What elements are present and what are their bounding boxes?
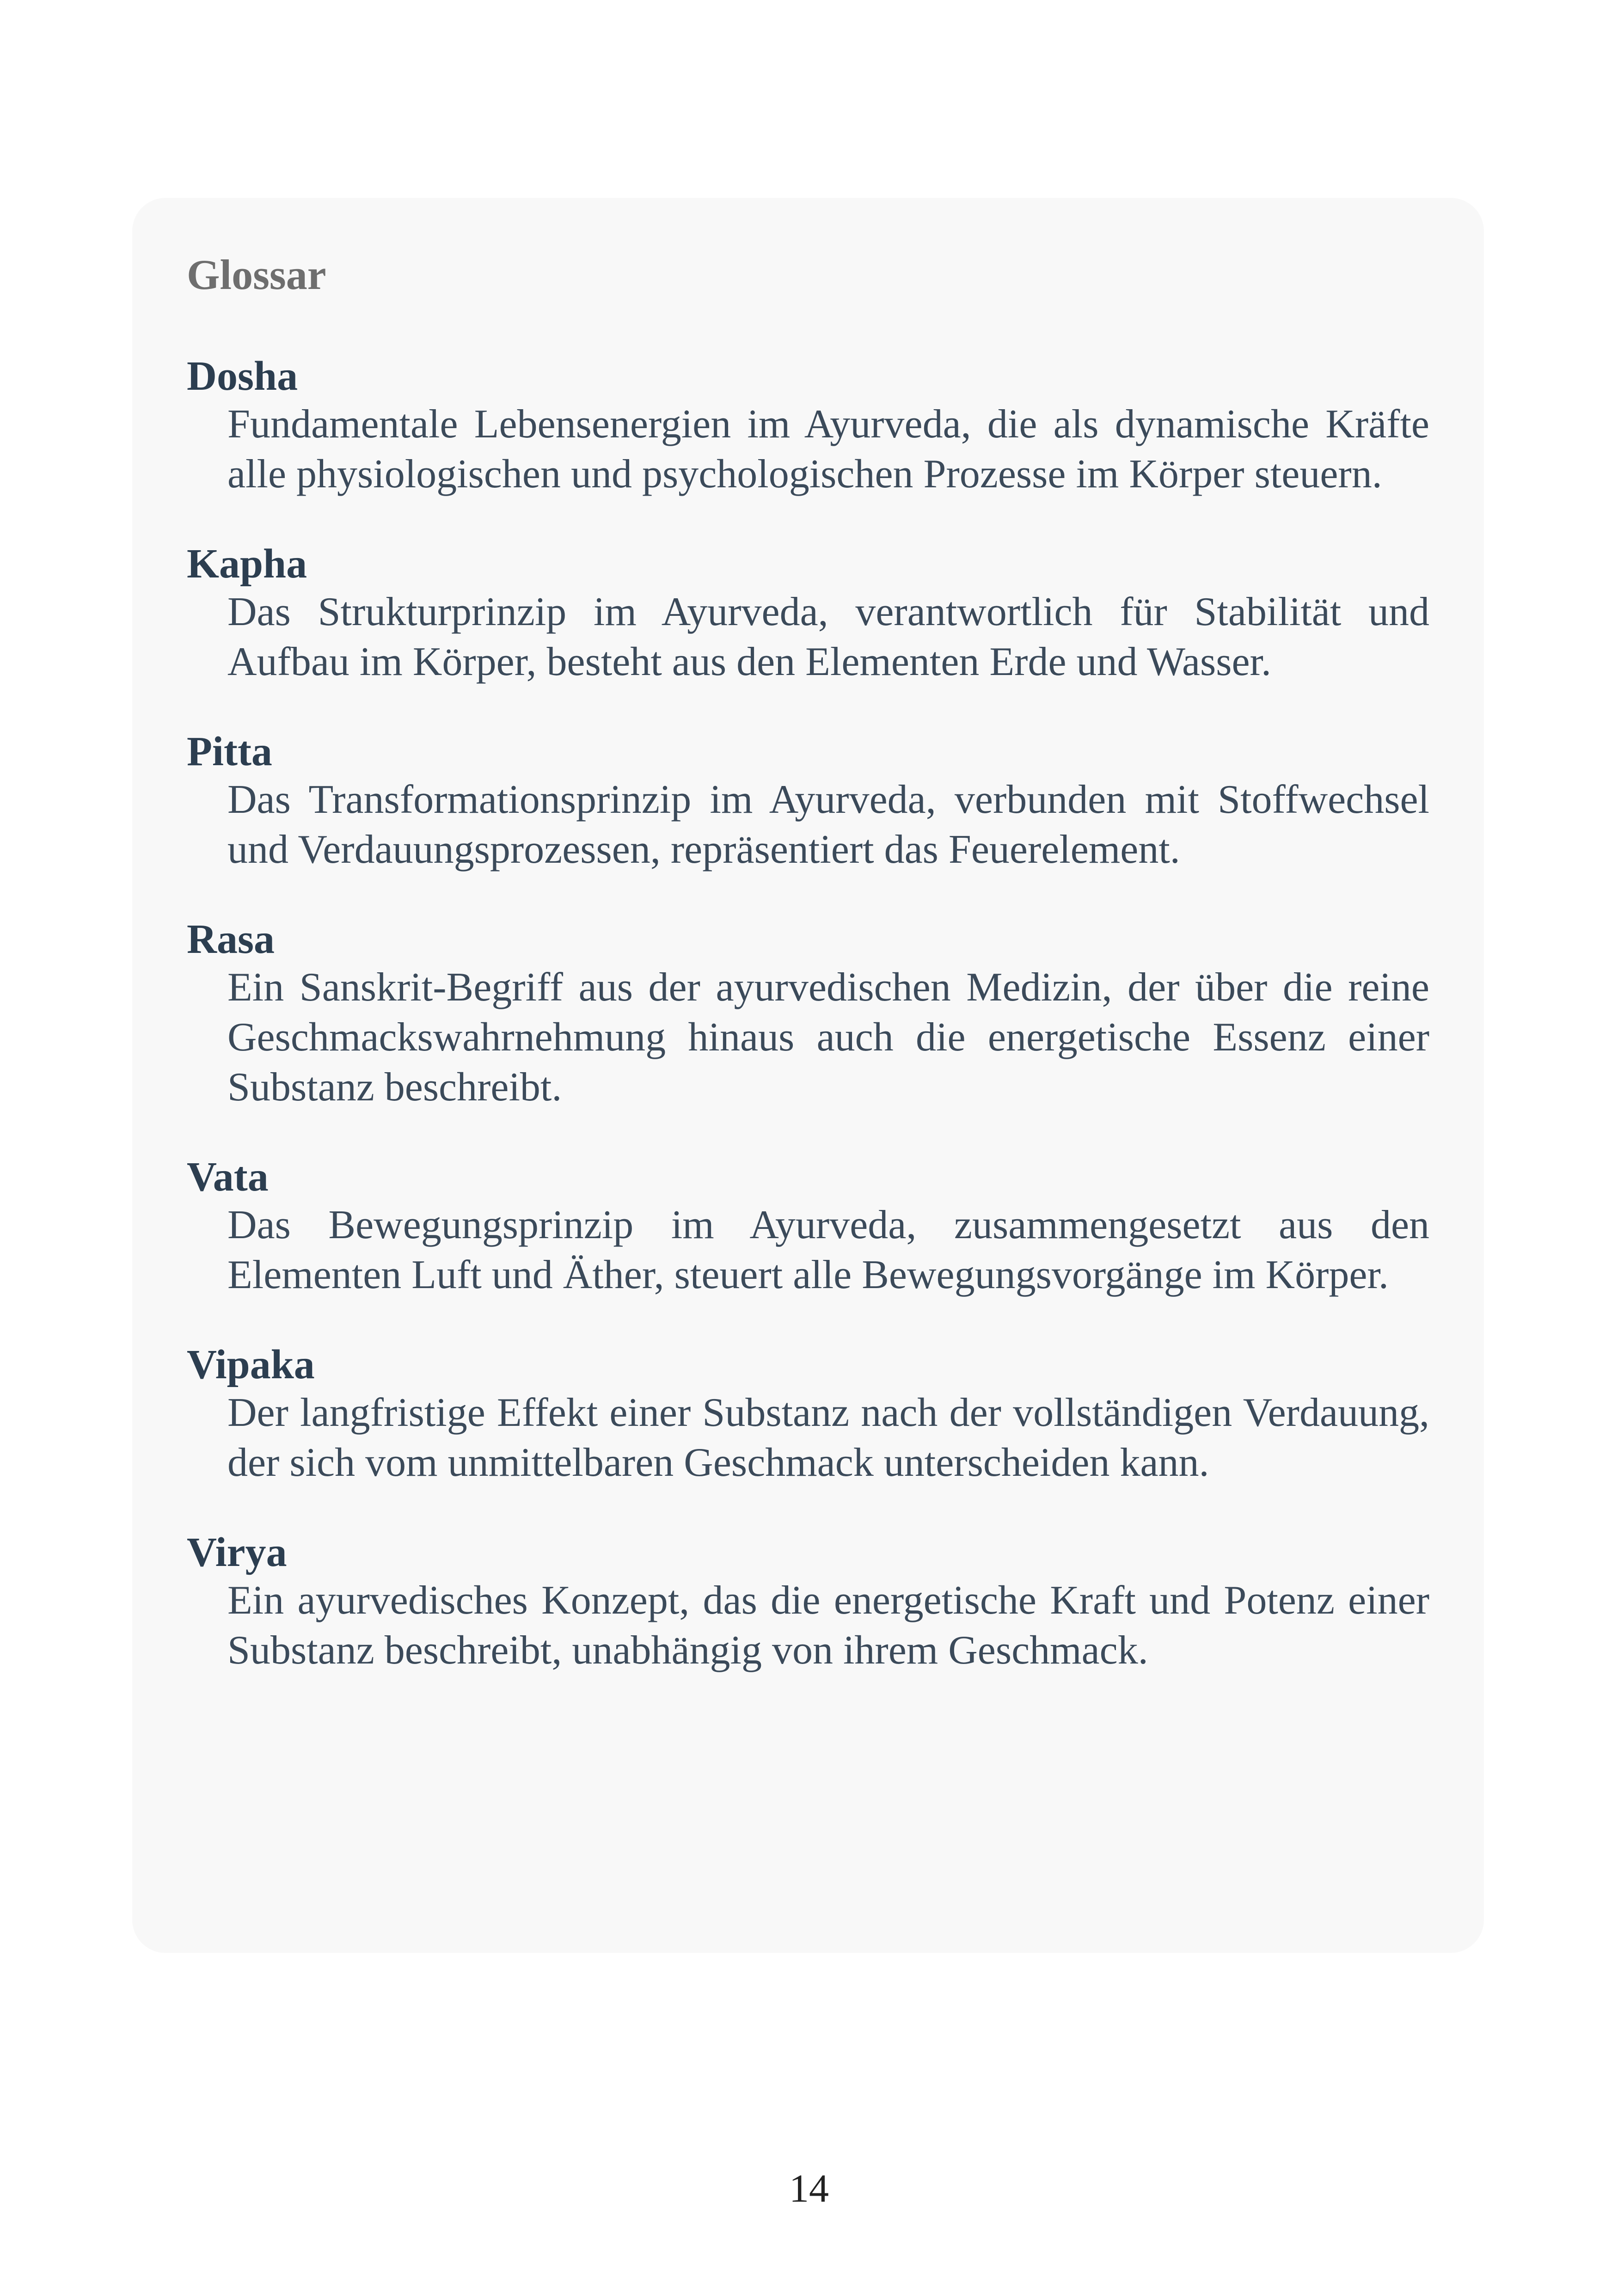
glossary-entry-dosha <box>187 350 1429 499</box>
term-definition: Das Bewegungsprinzip im Ayurveda, zusammengesetzt aus den Elementen Luft und Äther, steuert alle Bewegungsvorgänge im Körper. <box>227 1203 1429 1297</box>
glossary-entry-rasa <box>187 914 1429 1112</box>
term-definition: Ein ayurvedisches Konzept, das die energetische Kraft und Potenz einer Substanz beschreibt, unabhängig von ihrem Geschmack. <box>227 1578 1429 1673</box>
glossary-entry-virya <box>187 1527 1429 1676</box>
glossary-entry-vata <box>187 1151 1429 1300</box>
term-definition: Das Strukturprinzip im Ayurveda, verantwortlich für Stabilität und Aufbau im Körper, besteht aus den Elementen Erde und Wasser. <box>227 589 1429 684</box>
term-label: Pitta <box>187 729 272 774</box>
glossary-entry-kapha <box>187 538 1429 687</box>
term-label: Vata <box>187 1154 269 1200</box>
glossary-title: Glossar <box>187 251 326 298</box>
glossary-entry-vipaka <box>187 1339 1429 1488</box>
term-label: Rasa <box>187 916 275 962</box>
term-label: Vipaka <box>187 1342 315 1387</box>
term-definition: Ein Sanskrit-Begriff aus der ayurvedischen Medizin, der über die reine Geschmackswahrnehmung hinaus auch die energetische Essenz einer Substanz beschreibt. <box>227 965 1429 1110</box>
term-label: Dosha <box>187 353 298 399</box>
glossary-entries <box>187 350 1429 1714</box>
glossary-box <box>132 198 1484 1953</box>
term-label: Virya <box>187 1529 287 1575</box>
glossary-entry-pitta <box>187 726 1429 875</box>
term-definition: Der langfristige Effekt einer Substanz nach der vollständigen Verdauung, der sich vom unmittelbaren Geschmack unterscheiden kann. <box>227 1390 1429 1485</box>
term-definition: Fundamentale Lebensenergien im Ayurveda, die als dynamische Kräfte alle physiologischen und psychologischen Prozesse im Körper steuern. <box>227 402 1429 497</box>
term-label: Kapha <box>187 541 307 587</box>
page-number: 14 <box>789 2166 829 2210</box>
term-definition: Das Transformationsprinzip im Ayurveda, verbunden mit Stoffwechsel und Verdauungsprozessen, repräsentiert das Feuerelement. <box>227 777 1429 872</box>
